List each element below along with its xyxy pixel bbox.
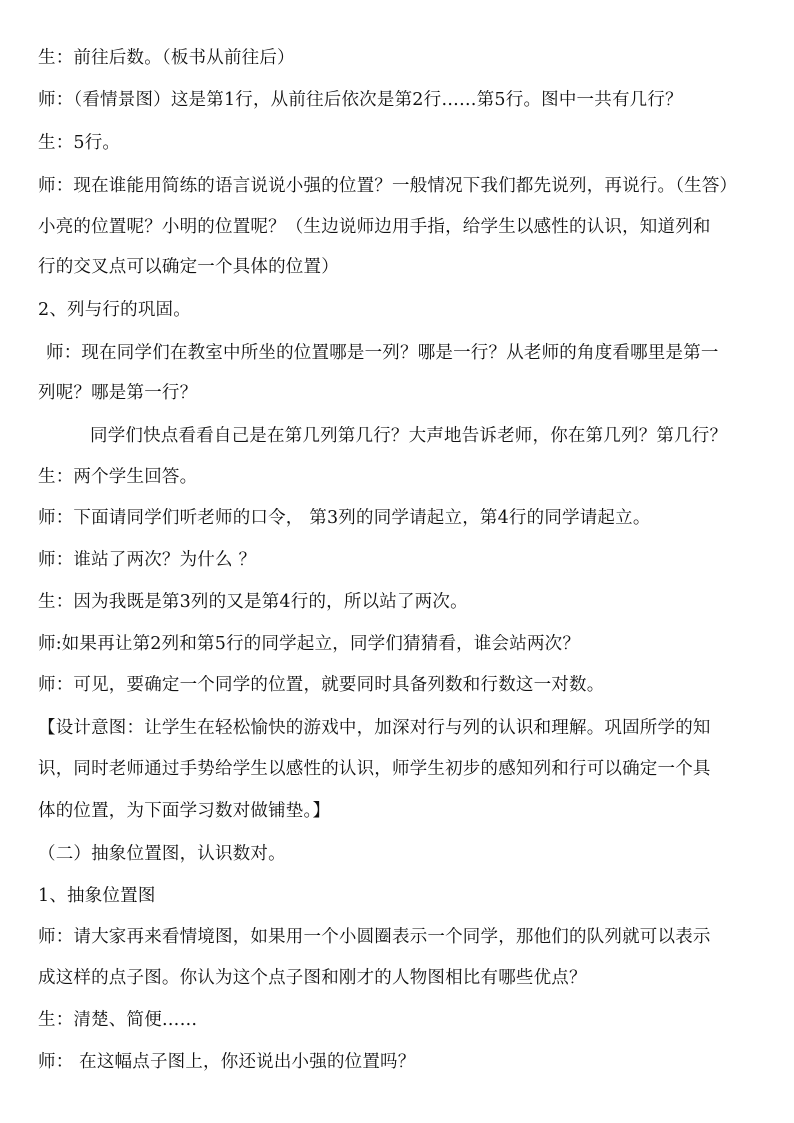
design-intent-note: 【设计意图：让学生在轻松愉快的游戏中，加深对行与列的认识和理解。巩固所学的知 (38, 718, 711, 738)
text-line: 生：清楚、简便…… (38, 1010, 198, 1030)
text-line: 行的交叉点可以确定一个具体的位置） (38, 257, 339, 277)
design-intent-note: 识，同时老师通过手势给学生以感性的认识，师学生初步的感知列和行可以确定一个具 (38, 759, 711, 779)
text-line: 师：（看情景图）这是第1行，从前往后依次是第2行……第5行。图中一共有几行？ (38, 90, 683, 110)
text-line: 成这样的点子图。你认为这个点子图和刚才的人物图相比有哪些优点？ (38, 968, 587, 988)
design-intent-note: 体的位置，为下面学习数对做铺垫。】 (38, 801, 331, 821)
text-line: 生：两个学生回答。 (38, 467, 198, 487)
section-heading: 2、列与行的巩固。 (38, 300, 191, 320)
text-line: 师：请大家再来看情境图，如果用一个小圆圈表示一个同学，那他们的队列就可以表示 (38, 927, 711, 947)
text-line: 师:如果再让第2列和第5行的同学起立，同学们猜猜看，谁会站两次？ (38, 634, 581, 654)
section-heading: （二）抽象位置图，认识数对。 (38, 844, 286, 864)
text-line: 师：下面请同学们听老师的口令， 第3列的同学请起立，第4行的同学请起立。 (38, 508, 651, 528)
text-line: 生：5行。 (38, 133, 121, 153)
text-line: 列呢？哪是第一行？ (38, 383, 198, 403)
text-line: 师： 在这幅点子图上，你还说出小强的位置吗？ (38, 1052, 416, 1072)
text-line: 师：现在谁能用简练的语言说说小强的位置？一般情况下我们都先说列，再说行。（生答） (38, 176, 738, 196)
text-line: 同学们快点看看自己是在第几列第几行？大声地告诉老师，你在第几列？第几行？ (90, 426, 728, 446)
text-line: 生：前往后数。（板书从前往后） (38, 48, 295, 68)
text-line: 小亮的位置呢？小明的位置呢？（生边说师边用手指，给学生以感性的认识，知道列和 (38, 217, 711, 237)
subsection-heading: 1、抽象位置图 (38, 886, 156, 906)
text-line: 师：可见，要确定一个同学的位置，就要同时具备列数和行数这一对数。 (38, 675, 605, 695)
text-line: 师：谁站了两次？为什么 ？ (38, 550, 257, 570)
text-line: 师：现在同学们在教室中所坐的位置哪是一列？哪是一行？从老师的角度看哪里是第一 (46, 343, 719, 363)
text-line: 生：因为我既是第3列的又是第4行的，所以站了两次。 (38, 592, 468, 612)
